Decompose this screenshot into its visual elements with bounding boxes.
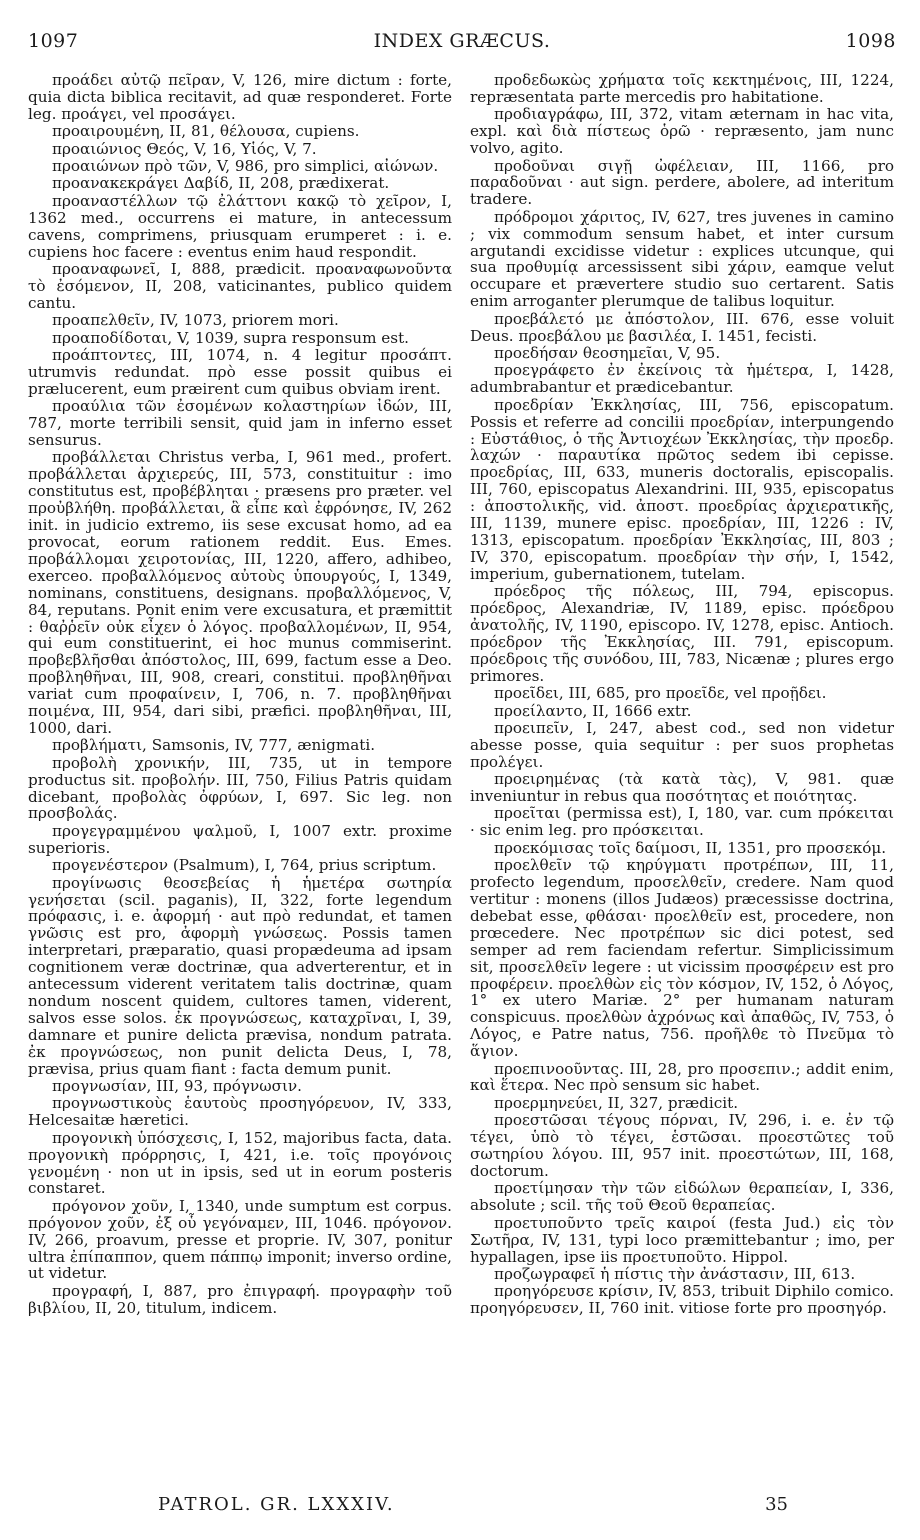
index-entry: προάπτοντες, III, 1074, n. 4 legitur προσάπτ. utrumvis redundat. πρὸ esse possit quibus ei prælucerent, eum præirent cum quibus obviam irent. <box>28 346 452 398</box>
index-entry: προειρημένας (τὰ κατὰ τὰς), V, 981. quæ inveniuntur in rebus qua ποσότητας et ποιότητας. <box>470 770 894 806</box>
index-entry: προαιρουμένη, II, 81, θέλουσα, cupiens. <box>52 122 360 141</box>
index-entry: προδεδωκὼς χρήματα τοῖς κεκτημένοις, III, 1224, repræsentata parte mercedis pro habitatione. <box>470 71 894 106</box>
index-entry: προείλαντο, II, 1666 extr. <box>494 701 692 720</box>
index-entry: προεβάλετό με ἀπόστολον, III. 676, esse voluit Deus. προεβάλου με βασιλέα, I. 1451, fecisti. <box>470 309 894 345</box>
index-entry: πρόεδρος τῆς πόλεως, III, 794, episcopus. πρόεδρος, Alexandriæ, IV, 1189, episc. πρόεδρου ἀνατολῆς, IV, 1190, episcopo. IV, 1278, episc. Antioch. πρόεδρον τῆς Ἐκκλησίας, III. 791, episcopum. πρόεδροις τῆς συνόδου, III, 783, Nicænæ ; plures ergo primores. <box>470 582 894 685</box>
page-header <box>28 30 896 60</box>
index-entry: προετυποῦντο τρεῖς καιροί (festa Jud.) εἰς τὸν Σωτῆρα, IV, 131, typi loco præmittebantur ; imo, per hypallagen, ipse iis προετυποῦτο. Hippol. <box>470 1213 894 1266</box>
index-entry: προεστῶσαι τέγους πόρναι, IV, 296, i. e. ἐν τῷ τέγει, ὑπὸ τὸ τέγει, ἑστῶσαι. προεστῶτες τοῦ σωτηρίου λόγου. III, 957 init. προεστώτων, III, 168, doctorum. <box>470 1111 894 1180</box>
index-entry: προανακεκράγει Δαβίδ, II, 208, prædixerat. <box>52 174 390 193</box>
index-entry: προγίνωσις θεοσεβείας ἡ ἡμετέρα σωτηρία γενήσεται (scil. paganis), II, 322, forte legendum πρόφασις, i. e. ἀφορμή · aut πρὸ redundat, et tamen γνῶσις est pro, ἀφορμὴ γνώσεως. Possis tamen interpretari, præparatio, quasi propædeuma ad ipsam cognitionem veræ doctrinæ, qua adverterentur, et in antecessum viderent veritatem talis doctrinæ, quam nondum noscent quidem, cultores tamen, viderent, salvos esse solos. ἐκ προγνώσεως, καταχρῖναι, I, 39, damnare et punire delicta prævisa, nondum patrata. ἐκ προγνώσεως, non punit delicta Deus, I, 78, prævisa, prius quam fiant : facta demum punit. <box>28 873 452 1078</box>
page-footer <box>28 1494 896 1524</box>
left-column <box>28 72 452 1317</box>
index-entry: προβάλλεται Christus verba, I, 961 med., profert. προβάλλεται ἀρχιερεύς, III, 573, constituitur : imo constitutus est, προβέβληται · præsens pro præter. vel προὐβλήθη. προβάλλεται, ἃ εἶπε καὶ ἐφρόνησε, IV, 262 init. in judicio extremo, iis sese excusat homo, ad ea provocat, eorum rationem reddit. Eus. Emes. προβάλλομαι χειροτονίας, III, 1220, affero, adhibeo, exerceo. προβαλλόμενος αὐτοὺς ὑπουργούς, I, 1349, nominans, constituens, designans. προβαλλόμενος, V, 84, reputans. Ponit enim vere excusatura, et præmittit : θαῤῥεῖν οὐκ εἶχεν ὁ λόγος. προβαλλομένων, II, 954, qui eum constituerint, ei hoc munus commiserint. προβεβλῆσθαι ἀπόστολος, III, 699, factum esse a Deo. προβληθῆναι, III, 908, creari, constitui. προβληθῆναι variat cum προφαίνειν, I, 706, n. 7. προβληθῆναι ποιμένα, III, 954, dari sibi, præfici. προβληθῆναι, III, 1000, dari. <box>28 448 452 737</box>
printer-signature: PATROL. GR. LXXXIV. <box>158 1494 395 1515</box>
index-entry: προγραφή, I, 887, pro ἐπιγραφή. προγραφὴν τοῦ βιβλίου, II, 20, titulum, indicem. <box>28 1281 452 1317</box>
index-entry: προαύλια τῶν ἐσομένων κολαστηρίων ἰδών, III, 787, morte terribili sensit, quid jam in inferno esset sensurus. <box>28 397 452 450</box>
index-entry: προγονικὴ ὑπόσχεσις, I, 152, majoribus facta, data. προγονικὴ πρόρρησις, I, 421, i.e. τοῖς προγόνοις γενομένη · non ut in ipsis, sed ut in eorum posteris constaret. <box>28 1128 452 1198</box>
index-entry: προαπελθεῖν, IV, 1073, priorem mori. <box>52 311 339 330</box>
index-entry: προάδει αὐτῷ πεῖραν, V, 126, mire dictum : forte, quia dicta biblica recitavit, ad quæ responderet. Forte leg. προάγει, vel προσάγει. <box>28 71 452 123</box>
index-entry: προετίμησαν τὴν τῶν εἰδώλων θεραπείαν, I, 336, absolute ; scil. τῆς τοῦ Θεοῦ θεραπείας. <box>470 1179 894 1215</box>
page-number-right: 1098 <box>845 30 896 52</box>
index-entry: προβολὴ χρονικήν, III, 735, ut in tempore productus sit. προβολήν. III, 750, Filius Patris quidam dicebant, προβολὰς ὀφρύων, I, 697. Sic leg. non προσβολάς. <box>28 753 452 823</box>
index-entry: προζωγραφεῖ ἡ πίστις τὴν ἀνάστασιν, III, 613. <box>494 1264 856 1283</box>
index-entry: πρόδρομοι χάριτος, IV, 627, tres juvenes in camino ; vix commodum sensum habet, et inter cursum argutandi excidisse videtur : explices utcunque, qui sua προθυμίᾳ arcessissent sibi χάριν, eamque velut occupare et prævertere studio suo certarent. Satis enim arroganter plerumque de talibus loquitur. <box>470 207 894 311</box>
index-entry: πρόγονον χοῦν, I, 1340, unde sumptum est corpus. πρόγονον χοῦν, ἐξ οὗ γεγόναμεν, III, 1046. πρόγονον. IV, 266, proavum, presse et proprie. IV, 307, ponitur ultra ἐπίπαππον, quem πάππῳ imponit; inverso ordine, ut videtur. <box>28 1196 452 1283</box>
index-entry: προαιώνων πρὸ τῶν, V, 986, pro simplici, αἰώνων. <box>52 157 439 176</box>
index-entry: προεῖδει, III, 685, pro προεῖδε, vel προῇδει. <box>494 684 827 703</box>
index-entry: προεγράφετο ἐν ἐκείνοις τὰ ἡμέτερα, I, 1428, adumbrabantur et prædicebantur. <box>470 361 894 397</box>
index-entry: προειπεῖν, I, 247, abest cod., sed non videtur abesse posse, quia sequitur : per suos prophetas προλέγει. <box>470 718 894 771</box>
index-entry: προαναφωνεῖ, I, 888, prædicit. προαναφωνοῦντα τὸ ἐσόμενον, II, 208, vaticinantes, publico quidem cantu. <box>28 259 452 312</box>
index-entry: προδιαγράφω, III, 372, vitam æternam in hac vita, expl. καὶ διὰ πίστεως ὁρῶ · repræsento, jam nunc volvo, agito. <box>470 105 894 158</box>
index-entry: προαιώνιος Θεός, V, 16, Υἱός, V, 7. <box>52 139 317 158</box>
index-entry: προεδήσαν θεοσημεῖαι, V, 95. <box>494 344 721 362</box>
sheet-number: 35 <box>765 1494 788 1515</box>
running-title: INDEX GRÆCUS. <box>373 30 551 52</box>
index-entry: προγνωσίαν, III, 93, πρόγνωσιν. <box>52 1076 302 1095</box>
index-entry: προερμηνεύει, II, 327, prædicit. <box>494 1093 739 1112</box>
index-entry: προγεγραμμένου ψαλμοῦ, I, 1007 extr. proxime superioris. <box>28 821 452 857</box>
right-column <box>470 72 894 1318</box>
index-entry: προδοῦναι σιγῇ ὠφέλειαν, III, 1166, pro παραδοῦναι · aut sign. perdere, abolere, ad interitum tradere. <box>470 156 894 209</box>
index-entry: προγενέστερον (Psalmum), I, 764, prius scriptum. <box>52 856 437 875</box>
page-number-left: 1097 <box>28 30 79 52</box>
index-entry: προεῖται (permissa est), I, 180, var. cum πρόκειται · sic enim leg. pro πρόσκειται. <box>470 804 894 840</box>
index-entry: προεπινοοῦντας. III, 28, pro προσεπιν.; addit enim, καὶ ἕτερα. Nec πρὸ sensum sic habet. <box>470 1059 894 1095</box>
index-entry: προελθεῖν τῷ κηρύγματι προτρέπων, III, 11, profecto legendum, προσελθεῖν, credere. Nam quod vertitur : monens (illos Judæos) præcessisse doctrina, debebat esse, φθάσαι· προελθεῖν est, procedere, non prœcedere. Nec προτρέπων sic dici potest, sed semper ad rem faciendam refertur. Simplicissimum sit, προσελθεῖν legere : ut vicissim προσφέρειν est pro προφέρειν. προελθὼν εἰς τὸν κόσμον, IV, 152, ὁ Λόγος, 1° ex utero Mariæ. 2° per humanam naturam conspicuus. προελθὼν ἀχρόνως καὶ ἀπαθῶς, IV, 753, ὁ Λόγος, e Patre natus, 756. προῆλθε τὸ Πνεῦμα τὸ ἅγιον. <box>470 856 894 1061</box>
index-entry: προηγόρευσε κρίσιν, IV, 853, tribuit Diphilo comico. προηγόρευσεν, II, 760 init. vitiose forte pro προσηγόρ. <box>470 1282 894 1318</box>
index-entry: προαποδίδοται, V, 1039, supra responsum est. <box>52 328 410 347</box>
index-entry: προβλήματι, Samsonis, IV, 777, ænigmati. <box>52 736 376 755</box>
index-entry: προεκόμισας τοῖς δαίμοσι, II, 1351, pro προσεκόμ. <box>494 838 887 857</box>
index-entry: προγνωστικοὺς ἑαυτοὺς προσηγόρευον, IV, 333, Helcesaitæ hæretici. <box>28 1094 452 1130</box>
index-entry: προεδρίαν Ἐκκλησίας, III, 756, episcopatum. Possis et referre ad concilii προεδρίαν, interpungendo : Εὐστάθιος, ὁ τῆς Ἀντιοχέων Ἐκκλησίας, τὴν προεδρ. λαχών · παραυτίκα πρῶτος sedem ibi cepisse. προεδρίας, III, 633, muneris doctoralis, episcopalis. III, 760, episcopatus Alexandrini. III, 935, episcopatus : ἀποστολικῆς, vid. ἀποστ. προεδρίας ἀρχιερατικῆς, III, 1139, munere episc. προεδρίαν, III, 1226 : IV, 1313, episcopatum. προεδρίαν Ἐκκλησίας, III, 803 ; IV, 370, episcopatum. προεδρίαν τὴν σήν, I, 1542, imperium, gubernationem, tutelam. <box>470 395 894 583</box>
index-entry: προαναστέλλων τῷ ἐλάττονι κακῷ τὸ χεῖρον, I, 1362 med., occurrens ei mature, in antecessum cavens, comprimens, priusquam erumperet : i. e. cupiens hoc facere : eventus enim haud respondit. <box>28 191 452 261</box>
